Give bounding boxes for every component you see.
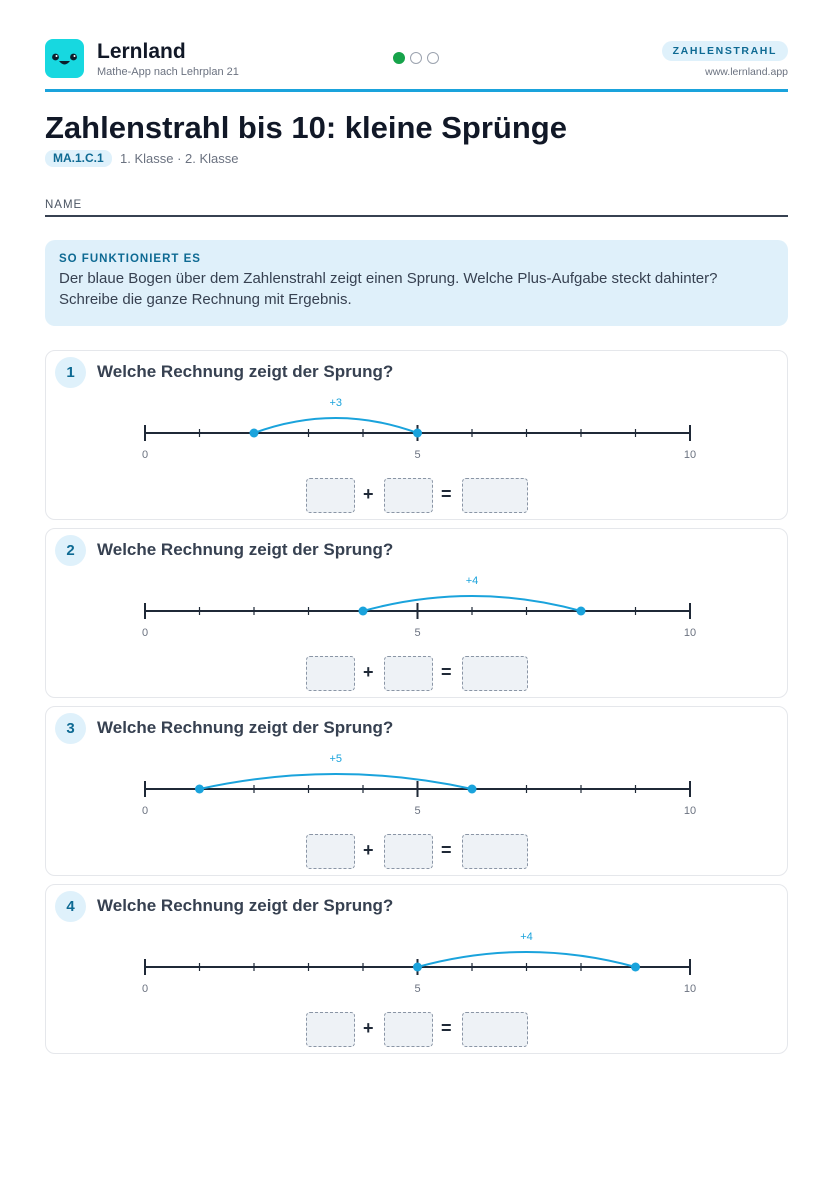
name-label: NAME	[45, 199, 83, 211]
instructions-title: SO FUNKTIONIERT ES	[59, 253, 201, 265]
answer-box-second-addend[interactable]	[384, 1012, 433, 1047]
number-line	[46, 707, 787, 827]
plus-sign: +	[363, 1018, 374, 1038]
brand-subtitle: Mathe-App nach Lehrplan 21	[97, 66, 239, 78]
number-line	[46, 885, 787, 1005]
tick-label: 5	[414, 805, 421, 817]
jump-start-point	[359, 607, 368, 616]
jump-label: +4	[465, 575, 479, 587]
tick-label: 5	[414, 983, 421, 995]
tick-label: 10	[683, 449, 697, 461]
task-card	[45, 528, 788, 698]
tick-label: 10	[683, 805, 697, 817]
grade-level: 1. Klasse · 2. Klasse	[120, 151, 239, 166]
progress-dot	[410, 52, 422, 64]
tick-label: 0	[141, 805, 149, 817]
instructions-text: Der blaue Bogen über dem Zahlenstrahl zeigt einen Sprung. Welche Plus-Aufgabe steckt dahinter? Schreibe die ganze Rechnung mit Ergebnis.	[59, 270, 718, 308]
task-number: 4	[55, 891, 86, 922]
task-card	[45, 884, 788, 1054]
jump-arc	[200, 774, 473, 789]
answer-box-result[interactable]	[462, 478, 528, 513]
plus-sign: +	[363, 840, 374, 860]
page-title: Zahlenstrahl bis 10: kleine Sprünge	[45, 110, 567, 145]
task-number: 3	[55, 713, 86, 744]
tick-label: 5	[414, 449, 421, 461]
equals-sign: =	[441, 662, 452, 682]
site-url: www.lernland.app	[705, 66, 788, 78]
topic-badge: ZAHLENSTRAHL	[662, 41, 788, 61]
jump-start-point	[195, 785, 204, 794]
jump-start-point	[250, 429, 259, 438]
tick-label: 0	[141, 449, 149, 461]
plus-sign: +	[363, 484, 374, 504]
tick-label: 10	[683, 983, 697, 995]
equals-sign: =	[441, 840, 452, 860]
task-number: 2	[55, 535, 86, 566]
name-field[interactable]	[45, 215, 788, 217]
answer-box-first-addend[interactable]	[306, 478, 355, 513]
jump-end-point	[631, 963, 640, 972]
tick-label: 10	[683, 627, 697, 639]
curriculum-code-badge: MA.1.C.1	[45, 150, 112, 167]
answer-box-second-addend[interactable]	[384, 656, 433, 691]
tick-label: 5	[414, 627, 421, 639]
tick-label: 0	[141, 983, 149, 995]
task-card	[45, 350, 788, 520]
jump-start-point	[413, 963, 422, 972]
brand-name: Lernland	[97, 40, 186, 63]
progress-dots	[393, 52, 439, 64]
progress-dot-active	[393, 52, 405, 64]
answer-box-first-addend[interactable]	[306, 656, 355, 691]
jump-label: +5	[329, 753, 343, 765]
instructions-box	[45, 240, 788, 326]
tick-label: 0	[141, 627, 149, 639]
equals-sign: =	[441, 1018, 452, 1038]
number-line	[46, 529, 787, 649]
answer-box-second-addend[interactable]	[384, 478, 433, 513]
jump-label: +3	[329, 397, 343, 409]
task-question: Welche Rechnung zeigt der Sprung?	[97, 362, 394, 381]
progress-dot	[427, 52, 439, 64]
jump-end-point	[468, 785, 477, 794]
jump-label: +4	[520, 931, 533, 943]
jump-arc	[254, 418, 418, 433]
page-header	[45, 38, 788, 92]
answer-box-first-addend[interactable]	[306, 1012, 355, 1047]
answer-box-result[interactable]	[462, 834, 528, 869]
answer-box-result[interactable]	[462, 656, 528, 691]
equals-sign: =	[441, 484, 452, 504]
answer-box-first-addend[interactable]	[306, 834, 355, 869]
task-question: Welche Rechnung zeigt der Sprung?	[97, 540, 394, 559]
jump-end-point	[413, 429, 422, 438]
answer-box-result[interactable]	[462, 1012, 528, 1047]
jump-end-point	[577, 607, 586, 616]
plus-sign: +	[363, 662, 374, 682]
task-question: Welche Rechnung zeigt der Sprung?	[97, 718, 394, 737]
task-card	[45, 706, 788, 876]
app-logo-icon	[45, 39, 84, 78]
task-number: 1	[55, 357, 86, 388]
number-line	[46, 351, 787, 471]
task-question: Welche Rechnung zeigt der Sprung?	[97, 896, 394, 915]
answer-box-second-addend[interactable]	[384, 834, 433, 869]
